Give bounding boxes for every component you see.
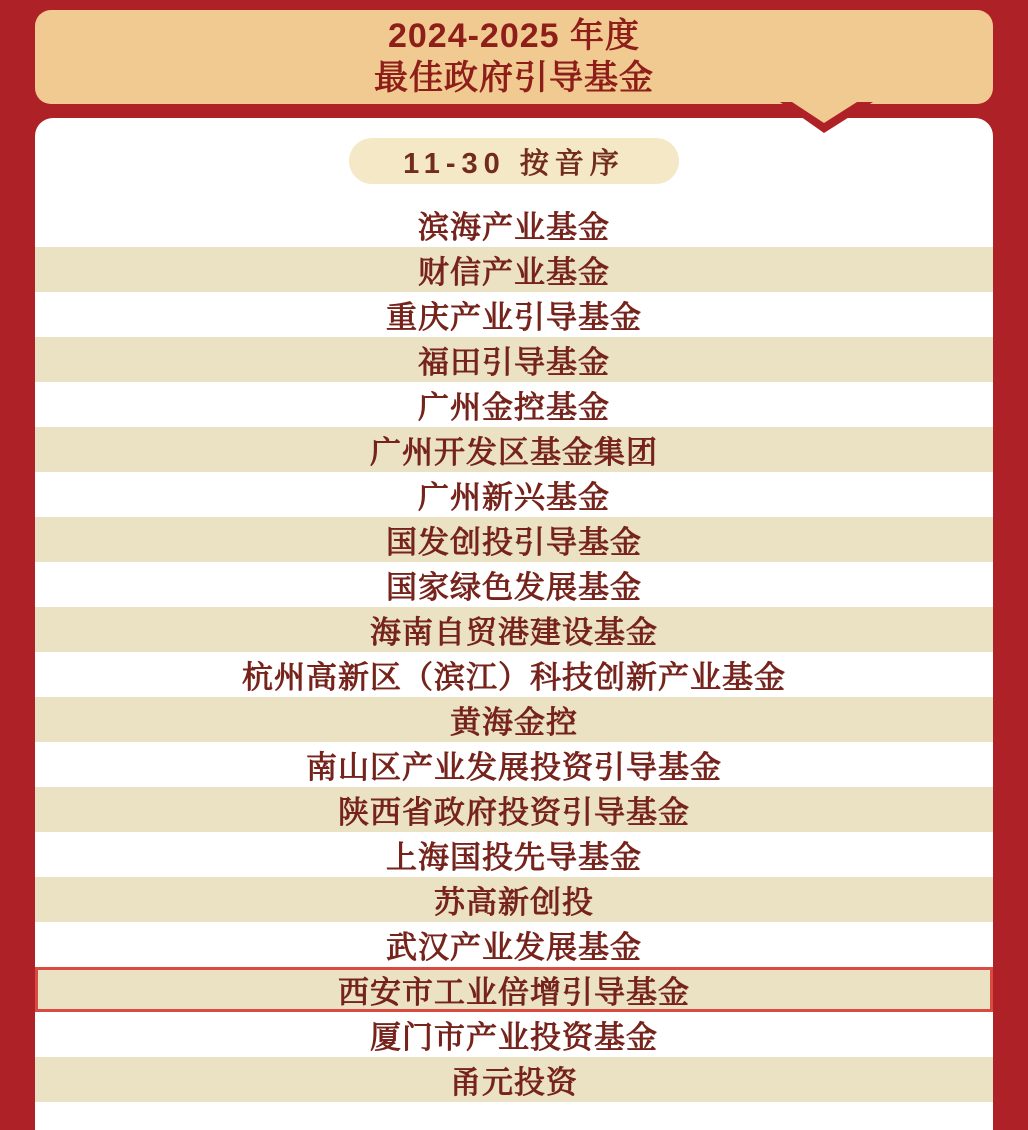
fund-list-item bbox=[35, 877, 993, 922]
fund-name-label: 陕西省政府投资引导基金 bbox=[338, 795, 690, 830]
fund-list-card bbox=[35, 118, 993, 1130]
fund-name-label: 南山区产业发展投资引导基金 bbox=[306, 750, 722, 785]
fund-list-item bbox=[35, 382, 993, 427]
fund-list-item bbox=[35, 697, 993, 742]
fund-list-item bbox=[35, 787, 993, 832]
fund-list-item bbox=[35, 247, 993, 292]
fund-list-item bbox=[35, 292, 993, 337]
fund-name-label: 广州开发区基金集团 bbox=[370, 435, 658, 470]
fund-name-label: 苏高新创投 bbox=[434, 885, 594, 920]
fund-list-item bbox=[35, 427, 993, 472]
banner-title-line1: 2024-2025 年度 bbox=[387, 17, 641, 55]
sort-order-badge-label: 11-30 按音序 bbox=[403, 147, 625, 180]
fund-name-label: 厦门市产业投资基金 bbox=[370, 1020, 658, 1055]
fund-list-item bbox=[35, 967, 993, 1012]
fund-list-item bbox=[35, 1057, 993, 1102]
fund-list-item bbox=[35, 472, 993, 517]
fund-name-label: 广州新兴基金 bbox=[418, 480, 610, 515]
fund-name-label: 国家绿色发展基金 bbox=[386, 570, 642, 605]
fund-list-item bbox=[35, 742, 993, 787]
sort-order-badge bbox=[349, 138, 679, 184]
fund-list-item bbox=[35, 832, 993, 877]
fund-list-item bbox=[35, 607, 993, 652]
fund-list-item bbox=[35, 202, 993, 247]
title-banner bbox=[35, 10, 993, 104]
fund-name-label: 财信产业基金 bbox=[418, 255, 610, 290]
fund-name-label: 滨海产业基金 bbox=[418, 210, 610, 245]
fund-name-label: 西安市工业倍增引导基金 bbox=[338, 975, 690, 1010]
fund-name-label: 国发创投引导基金 bbox=[386, 525, 642, 560]
fund-name-label: 海南自贸港建设基金 bbox=[370, 615, 658, 650]
banner-tail-pointer bbox=[780, 102, 890, 140]
fund-name-label: 黄海金控 bbox=[450, 705, 578, 740]
fund-list-item bbox=[35, 337, 993, 382]
fund-name-label: 甬元投资 bbox=[450, 1065, 578, 1100]
fund-list-item bbox=[35, 922, 993, 967]
fund-list bbox=[35, 202, 993, 1102]
fund-name-label: 广州金控基金 bbox=[418, 390, 610, 425]
banner-title-line2: 最佳政府引导基金 bbox=[374, 59, 654, 97]
fund-name-label: 重庆产业引导基金 bbox=[386, 300, 642, 335]
fund-list-item bbox=[35, 517, 993, 562]
fund-list-item bbox=[35, 652, 993, 697]
fund-list-item bbox=[35, 562, 993, 607]
fund-name-label: 杭州高新区（滨江）科技创新产业基金 bbox=[242, 660, 786, 695]
fund-name-label: 上海国投先导基金 bbox=[386, 840, 642, 875]
fund-name-label: 武汉产业发展基金 bbox=[386, 930, 642, 965]
fund-list-item bbox=[35, 1012, 993, 1057]
fund-name-label: 福田引导基金 bbox=[418, 345, 610, 380]
